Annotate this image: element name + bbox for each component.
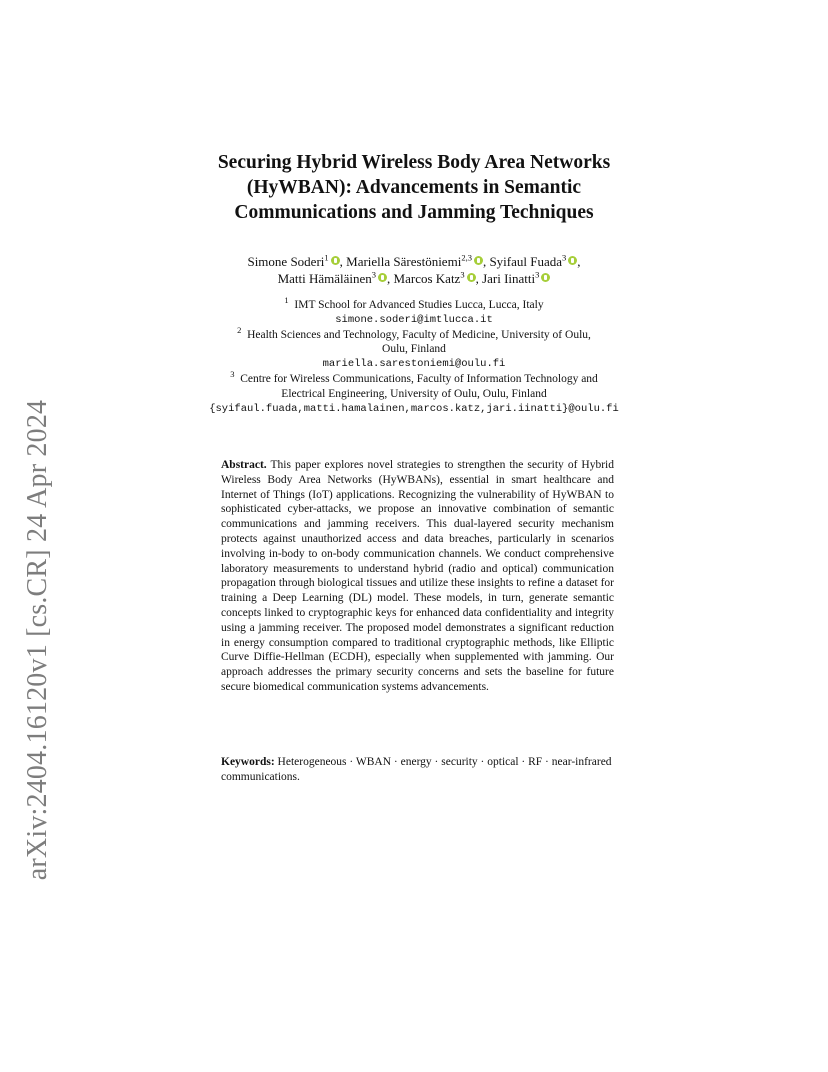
- author-line: Simone Soderi$^1$ , Mariella Särestöniemi$^{2,3}$ , Syifaul Fuada$^3$ ,: [247, 252, 581, 269]
- author-affiliation-mark: 1: [324, 252, 329, 263]
- abstract-heading: Abstract.: [221, 459, 267, 471]
- author-affiliation-mark: 2,3: [461, 252, 472, 263]
- paper-title: [150, 150, 678, 225]
- orcid-icon[interactable]: [474, 256, 483, 265]
- affiliations: [150, 295, 678, 416]
- abstract-text: This paper explores novel strategies to strengthen the security of Hybrid Wireless Body Area Networks (HyWBANs), essential in smart healthcare and Internet of Things (IoT) applications. Recognizing the vulnerability of HyWBAN to sophisticated cyber-attacks, we propose an innovative combination of semantic communications and jamming receivers. This dual-layered security mechanism protects against unauthorized access and data breaches, particularly in scenarios involving in-body to on-body communication channels. We conduct comprehensive laboratory measurements to understand hybrid (radio and optical) communication propagation through biological tissues and utilize these insights to refine a dataset for training a Deep Learning (DL) model. These models, in turn, generate semantic concepts linked to cryptographic keys for enhanced data confidentiality and integrity using a jamming receiver. The proposed model demonstrates a significant reduction in energy consumption compared to traditional cryptographic methods, like Elliptic Curve Diffie-Hellman (ECDH), especially when supplemented with jamming. Our approach addresses the primary security concerns and sets the baseline for future secure biomedical communication systems advancements.: [221, 459, 614, 693]
- affiliation-3-line: Electrical Engineering, University of Oulu, Oulu, Finland: [281, 387, 547, 400]
- author-affiliation-mark: 3: [460, 269, 465, 280]
- affiliation-3: $^3$ Centre for Wireless Communications, Faculty of Information Technology and: [230, 369, 598, 385]
- abstract: [221, 458, 614, 695]
- title-line: (HyWBAN): Advancements in Semantic: [246, 177, 582, 198]
- author-name: Matti Hämäläinen: [277, 271, 372, 286]
- author-name: Syifaul Fuada: [489, 254, 563, 269]
- affiliation-2-line: Oulu, Finland: [382, 343, 446, 356]
- orcid-icon[interactable]: [331, 256, 340, 265]
- keywords: [221, 755, 614, 785]
- author-affiliation-mark: 3: [562, 252, 567, 263]
- arxiv-identifier-stamp: arXiv:2404.16120v1 [cs.CR] 24 Apr 2024: [22, 399, 53, 881]
- author-affiliation-mark: 3: [535, 269, 540, 280]
- title-line: Securing Hybrid Wireless Body Area Networks: [217, 152, 611, 173]
- orcid-icon[interactable]: [568, 256, 577, 265]
- orcid-icon[interactable]: [467, 273, 476, 282]
- keywords-heading: Keywords:: [221, 756, 275, 768]
- orcid-icon[interactable]: [541, 273, 550, 282]
- title-line: Communications and Jamming Techniques: [234, 202, 594, 223]
- author-name: Jari Iinatti: [482, 271, 536, 286]
- orcid-icon[interactable]: [378, 273, 387, 282]
- author-list: [150, 253, 678, 287]
- affiliation-1: $^1$ IMT School for Advanced Studies Lucca, Lucca, Italy: [284, 295, 544, 311]
- affiliation-2-email[interactable]: mariella.sarestoniemi@oulu.fi: [322, 358, 506, 371]
- author-name: Mariella Särestöniemi: [346, 254, 462, 269]
- author-line: Matti Hämäläinen$^3$ , Marcos Katz$^3$ , Jari Iinatti$^3$: [150, 270, 678, 287]
- author-name: Simone Soderi: [247, 254, 325, 269]
- affiliation-3-email[interactable]: {syifaul.fuada,matti.hamalainen,marcos.katz,jari.iinatti}@oulu.fi: [209, 402, 619, 415]
- keywords-text: Heterogeneous · WBAN · energy · security · optical · RF · near-infrared communications.: [221, 756, 612, 783]
- affiliation-2: $^2$ Health Sciences and Technology, Faculty of Medicine, University of Oulu,: [237, 324, 591, 341]
- author-name: Marcos Katz: [393, 271, 461, 286]
- affiliation-1-email[interactable]: simone.soderi@imtlucca.it: [335, 313, 493, 326]
- author-affiliation-mark: 3: [371, 269, 377, 280]
